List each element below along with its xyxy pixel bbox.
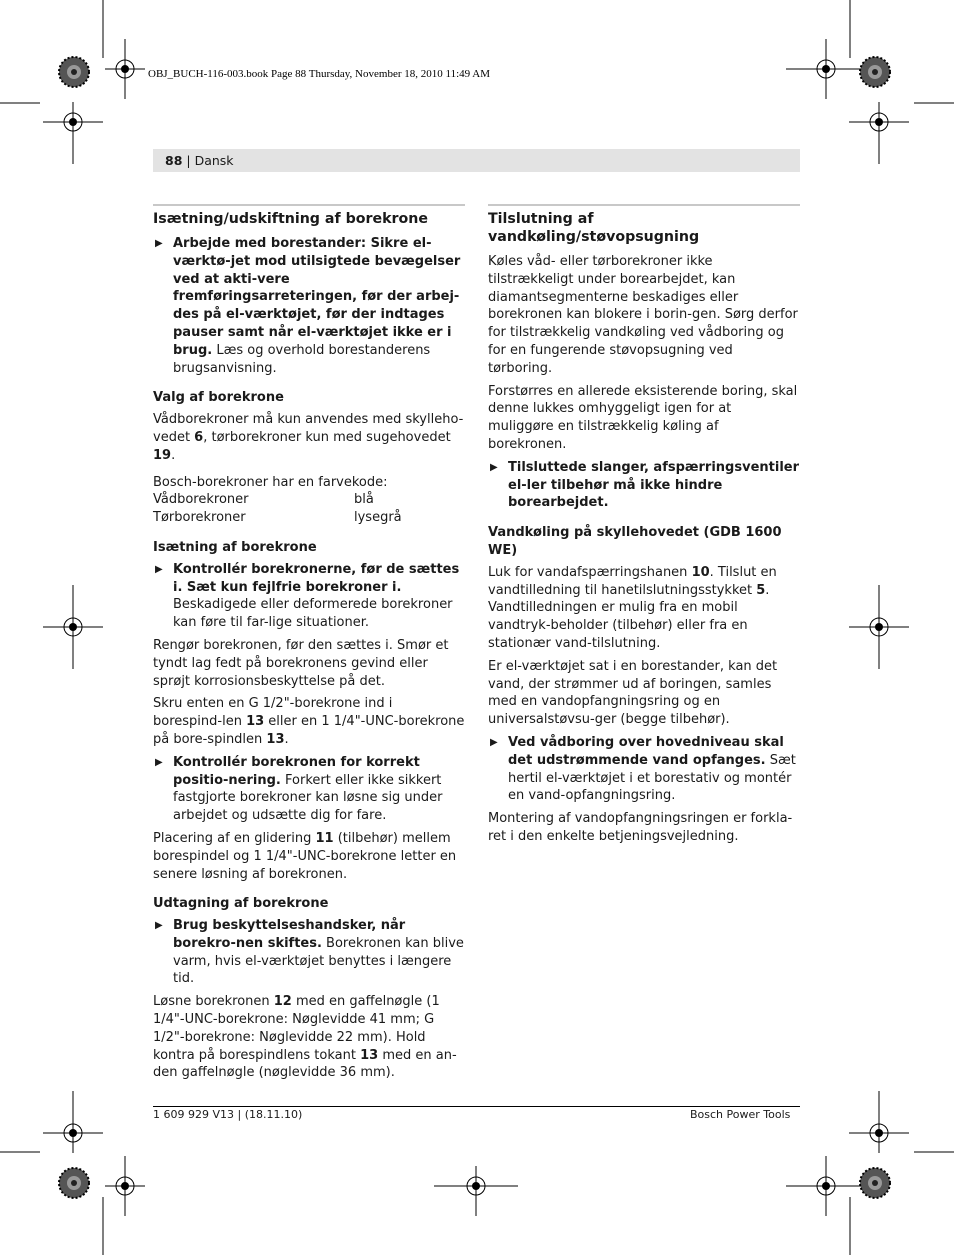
- warning-bullet: [153, 561, 465, 632]
- warning-bullet: [153, 917, 465, 988]
- bullet-arrow-icon: ▶: [155, 920, 163, 932]
- page-number-language: [165, 153, 234, 168]
- paragraph: Er el-værktøjet sat i en borestander, kan det vand, der strømmer ud af boringen, samles med en vandopfangningsring og en universalstøvsu-ger (begge tilbehør).: [488, 658, 778, 728]
- ref-number: 13: [246, 714, 265, 730]
- paragraph: [153, 830, 465, 883]
- warning-bullet: [488, 734, 800, 805]
- text: med en gaffelnøgle (1 1/4"-UNC-borekrone: Nøglevidde 41 mm; G 1/2"-borekrone: Nøglevidde 22 mm). Hold kontra på borespindlens tokant: [153, 994, 440, 1063]
- paragraph: [488, 564, 800, 653]
- bullet-bold-text: Brug beskyttelseshandsker, når borekro-nen skiftes.: [173, 918, 406, 951]
- heading-flush-head: Vandkøling på skyllehovedet (GDB 1600 WE): [488, 525, 782, 558]
- bullet-text: Sæt hertil el-værktøjet i et borestativ og montér en vand-opfangningsring.: [508, 752, 796, 804]
- text: eller en 1 1/4"-UNC-borekrone på bore-spindlen: [153, 714, 465, 747]
- text: .: [284, 731, 289, 747]
- footer-doc-number: 1 609 929 V13 | (18.11.10): [153, 1108, 303, 1121]
- bullet-text: Beskadigede eller deformerede borekroner kan føre til far-lige situationer.: [173, 597, 453, 631]
- bullet-bold-text: Kontrollér borekronerne, før de sættes i. Sæt kun fejlfrie borekroner i.: [173, 561, 460, 595]
- left-column: [153, 204, 465, 1087]
- warning-bullet: [153, 754, 465, 825]
- color-code-row: [153, 509, 465, 527]
- bullet-bold-text: Tilsluttede slanger, afspærringsventiler el-ler tilbehør må ikke hindre borearbejdet.: [508, 459, 800, 511]
- page-header: [153, 149, 800, 172]
- paragraph: Rengør borekronen, før den sættes i. Smør et tyndt lag fedt på borekronens gevind eller sprøjt korrosionsbeskyttelse på det.: [153, 637, 449, 689]
- bullet-text: Forkert eller ikke sikkert fastgjorte borekroner kan løsne sig under arbejdet og udsætte dig for fare.: [173, 772, 443, 824]
- color-code-label: Vådborekroner: [153, 492, 249, 508]
- warning-bullet: [153, 235, 465, 377]
- bullet-arrow-icon: ▶: [155, 238, 163, 249]
- bullet-bold-text: Arbejde med borestander: Sikre el-værktø-jet mod utilsigtede bevægelser ved at akti-vere fremføringsarreteringen, før der arbej-des på el-værktøjet, før der indtages pauser samt når el-værktøjet ikke er i brug.: [173, 236, 461, 358]
- text: Skru enten en G 1/2"-borekrone ind i borespind-len: [153, 696, 393, 730]
- heading-choice: Valg af borekrone: [153, 390, 284, 406]
- footer-divider: [153, 1106, 800, 1107]
- text: Placering af en glidering: [153, 830, 316, 846]
- text: .: [171, 447, 176, 463]
- bullet-arrow-icon: ▶: [155, 756, 163, 768]
- header-language: Dansk: [194, 153, 234, 168]
- text: Løsne borekronen: [153, 994, 274, 1010]
- ref-number: 11: [315, 830, 334, 846]
- text: , tørborekroner kun med sugehovedet: [203, 429, 451, 445]
- right-column: [488, 204, 800, 851]
- ref-number: 6: [194, 429, 204, 445]
- footer-brand: Bosch Power Tools: [690, 1108, 791, 1121]
- bullet-text: Læs og overhold borestanderens brugsanvisning.: [173, 342, 431, 376]
- ref-number: 13: [360, 1047, 379, 1063]
- text: (tilbehør) mellem borespindel og 1 1/4"-UNC-borekrone letter en senere løsning af borekronen.: [153, 830, 457, 882]
- paragraph: [153, 411, 465, 464]
- ref-number: 5: [756, 582, 766, 598]
- ref-number: 10: [691, 564, 710, 580]
- heading-insert-replace: Isætning/udskiftning af borekrone: [153, 204, 465, 228]
- paragraph: [153, 695, 465, 748]
- heading-remove: Udtagning af borekrone: [153, 896, 329, 912]
- bullet-arrow-icon: ▶: [490, 461, 498, 473]
- bullet-arrow-icon: ▶: [155, 563, 163, 575]
- bullet-bold-text: Kontrollér borekronen for korrekt positio-nering.: [173, 754, 420, 788]
- paragraph: Bosch-borekroner har en farvekode:: [153, 474, 388, 490]
- ref-number: 19: [153, 447, 172, 463]
- bullet-arrow-icon: ▶: [490, 736, 498, 748]
- heading-water-dust: Tilslutning af vandkøling/støvopsugning: [488, 204, 800, 246]
- paragraph: Forstørres en allerede eksisterende boring, skal denne lukkes omhyggeligt igen for at muliggøre en tilstrækkelig køling af borekronen.: [488, 383, 798, 452]
- text: . Vandtilledningen er mulig fra en mobil vandtryk-beholder (tilbehør) eller fra en stationær vand-tilslutning.: [488, 582, 770, 651]
- color-code-label: Tørborekroner: [153, 510, 246, 526]
- print-info: OBJ_BUCH-116-003.book Page 88 Thursday, November 18, 2010 11:49 AM: [148, 68, 490, 80]
- warning-bullet: [488, 459, 800, 512]
- color-code-value: lysegrå: [354, 510, 402, 526]
- header-separator: |: [182, 153, 195, 168]
- paragraph: Montering af vandopfangningsringen er forkla-ret i den enkelte betjeningsvejledning.: [488, 811, 793, 844]
- color-code-row: [153, 491, 465, 509]
- bullet-text: Borekronen kan blive varm, hvis el-værktøjet benyttes i længere tid.: [173, 935, 464, 987]
- color-code-value: blå: [354, 492, 374, 508]
- heading-fit: Isætning af borekrone: [153, 539, 317, 555]
- text: med en an-den gaffelnøgle (nøglevidde 36 mm).: [153, 1047, 457, 1081]
- paragraph: Køles våd- eller tørborekroner ikke tilstrækkeligt under borearbejdet, kan diamantsegmenterne beskadiges eller borekronen kan blokere i borin-gen. Sørg derfor for tilstrækkelig vandkøling ved vådboring og for en fungerende støvopsugning ved tørboring.: [488, 254, 798, 376]
- page-number: 88: [165, 153, 183, 168]
- ref-number: 13: [266, 731, 285, 747]
- paragraph: [153, 993, 465, 1082]
- text: Vådborekroner må kun anvendes med skylleho-vedet: [153, 412, 464, 445]
- ref-number: 12: [273, 994, 292, 1010]
- text: Luk for vandafspærringshanen: [488, 564, 692, 580]
- text: . Tilslut en vandtilledning til hanetilslutningsstykket: [488, 564, 777, 598]
- bullet-bold-text: Ved vådboring over hovedniveau skal det udstrømmende vand opfanges.: [508, 734, 784, 768]
